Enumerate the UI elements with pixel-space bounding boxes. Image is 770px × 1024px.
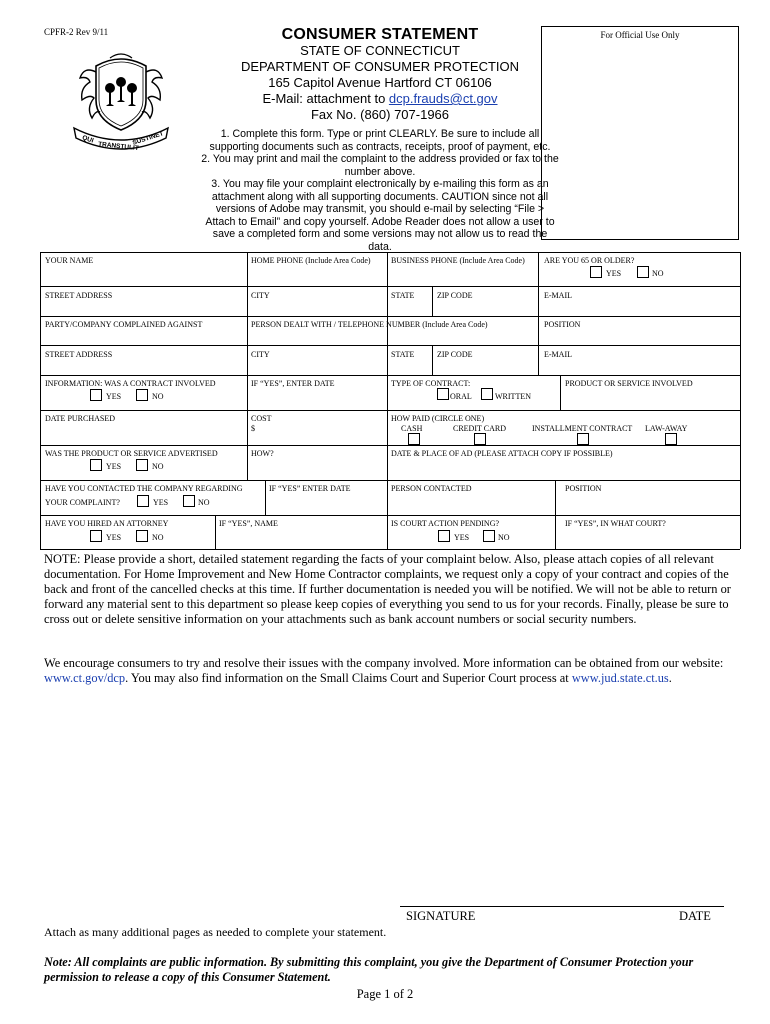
cost-label: COST	[251, 414, 272, 423]
email-link[interactable]: dcp.frauds@ct.gov	[388, 91, 498, 106]
instruction-item: 3. You may file your complaint electronically by e-mailing this form as an attachment along with all supporting documents. CAUTION since not all versions of Adobe may transmit, you should e-mail by selecting “File > Attach to Email” and copy yourself. Adobe Reader does not allow a user to save a completed form and some versions may not allow us to read the data.	[205, 178, 555, 253]
how-paid-label: HOW PAID (CIRCLE ONE)	[391, 414, 485, 423]
pay-installment-checkbox[interactable]	[577, 433, 589, 445]
contract-type-label: TYPE OF CONTRACT:	[391, 379, 471, 388]
email-prefix: E-Mail: attachment to	[262, 91, 389, 106]
state-label: STATE	[391, 291, 415, 300]
company-email-label: E-MAIL	[544, 350, 572, 359]
seal-motto-sustinet: SUSTINET	[131, 130, 165, 147]
court-yes-label: YES	[454, 533, 470, 542]
page-number: Page 1 of 2	[356, 987, 414, 1001]
fax-number: Fax No. (860) 707-1966	[310, 107, 450, 122]
instruction-item: 2. You may print and mail the complaint to the address provided or fax to the number above.	[201, 153, 559, 178]
how-advertised-label: HOW?	[251, 449, 274, 458]
company-zip-label: ZIP CODE	[437, 350, 473, 359]
contract-no-checkbox[interactable]	[136, 389, 148, 401]
department-name: DEPARTMENT OF CONSUMER PROTECTION	[240, 59, 520, 74]
instructions	[200, 128, 560, 253]
pay-credit-card-label: CREDIT CARD	[453, 424, 506, 433]
attorney-no-checkbox[interactable]	[136, 530, 148, 542]
date-purchased-label: DATE PURCHASED	[45, 414, 116, 423]
court-no-checkbox[interactable]	[483, 530, 495, 542]
which-court-label: IF “YES”, IN WHAT COURT?	[565, 519, 666, 528]
contacted-yes-checkbox[interactable]	[137, 495, 149, 507]
product-service-label: PRODUCT OR SERVICE INVOLVED	[565, 379, 693, 388]
pay-cash-checkbox[interactable]	[408, 433, 420, 445]
contract-yes-label: YES	[106, 392, 122, 401]
written-checkbox[interactable]	[481, 388, 493, 400]
person-contacted-label: PERSON CONTACTED	[391, 484, 472, 493]
contacted-no-checkbox[interactable]	[183, 495, 195, 507]
contract-date-label: IF “YES”, ENTER DATE	[251, 379, 335, 388]
advertised-no-label: NO	[152, 462, 164, 471]
attorney-yes-label: YES	[106, 533, 122, 542]
contacted-yes-label: YES	[153, 498, 169, 507]
attorney-label: HAVE YOU HIRED AN ATTORNEY	[45, 519, 169, 528]
your-name-label: YOUR NAME	[45, 256, 94, 265]
advertised-yes-label: YES	[106, 462, 122, 471]
public-info-note: Note: All complaints are public information. By submitting this complaint, you give the Department of Consumer Protection your permission to release a copy of this Consumer Statement.	[44, 955, 694, 984]
age-yes-label: YES	[606, 269, 622, 278]
official-use-box	[541, 26, 739, 240]
company-street-address-label: STREET ADDRESS	[45, 350, 113, 359]
cost-dollar-sign: $	[251, 424, 255, 433]
attach-note: Attach as many additional pages as needed to complete your statement.	[44, 925, 387, 939]
contacted-company-label-2: YOUR COMPLAINT?	[45, 498, 120, 507]
email-label: E-MAIL	[544, 291, 572, 300]
zip-code-label: ZIP CODE	[437, 291, 473, 300]
contract-yes-checkbox[interactable]	[90, 389, 102, 401]
contacted-company-label: HAVE YOU CONTACTED THE COMPANY REGARDING	[45, 484, 243, 493]
pay-credit-card-checkbox[interactable]	[474, 433, 486, 445]
pay-cash-label: CASH	[401, 424, 423, 433]
age-no-checkbox[interactable]	[637, 266, 649, 278]
official-use-label: For Official Use Only	[600, 30, 680, 40]
encourage-text: .	[668, 671, 672, 685]
dcp-website-link[interactable]: www.ct.gov/dcp	[44, 671, 126, 685]
header-block	[200, 27, 560, 123]
advertised-yes-checkbox[interactable]	[90, 459, 102, 471]
contact-position-label: POSITION	[565, 484, 602, 493]
department-address: 165 Capitol Avenue Hartford CT 06106	[268, 75, 492, 90]
complaint-form-grid	[40, 252, 740, 544]
home-phone-label: HOME PHONE (Include Area Code)	[251, 256, 371, 265]
oral-checkbox[interactable]	[437, 388, 449, 400]
attorney-name-label: IF “YES”, NAME	[219, 519, 278, 528]
court-no-label: NO	[498, 533, 510, 542]
advertised-label: WAS THE PRODUCT OR SERVICE ADVERTISED	[45, 449, 218, 458]
business-phone-label: BUSINESS PHONE (Include Area Code)	[391, 256, 525, 265]
signature-line[interactable]	[400, 906, 724, 907]
date-place-ad-label: DATE & PLACE OF AD (PLEASE ATTACH COPY IF POSSIBLE)	[391, 449, 613, 458]
seal-motto-qui: QUI	[81, 134, 95, 145]
pay-installment-label: INSTALLMENT CONTRACT	[532, 424, 633, 433]
note-paragraph: NOTE: Please provide a short, detailed statement regarding the facts of your complaint below. Also, please attach copies of all relevant documentation. For Home Improvement and New Home Contractor complaints, we request only a copy of your contract and copies of the back and front of the cancelled checks at this time. If further documentation is needed you will be notified. We will not be able to return or forward any material sent to this department so please keep copies of everything you send to us for your records. Finally, please be sure to cross out or delete sensitive information on your attachments such as bank account numbers or social security numbers.	[44, 552, 731, 626]
encourage-text: We encourage consumers to try and resolve their issues with the company involved. More information can be obtained from our website:	[44, 656, 724, 670]
company-city-label: CITY	[251, 350, 270, 359]
contacted-no-label: NO	[198, 498, 210, 507]
pay-lawaway-label: LAW-AWAY	[645, 424, 688, 433]
attorney-no-label: NO	[152, 533, 164, 542]
age-yes-checkbox[interactable]	[590, 266, 602, 278]
attorney-yes-checkbox[interactable]	[90, 530, 102, 542]
age-no-label: NO	[652, 269, 664, 278]
date-label: DATE	[679, 909, 711, 923]
advertised-no-checkbox[interactable]	[136, 459, 148, 471]
instruction-item: 1. Complete this form. Type or print CLEARLY. Be sure to include all supporting documents such as contracts, receipts, proof of payment, etc.	[209, 128, 551, 153]
state-name: STATE OF CONNECTICUT	[300, 43, 460, 58]
contract-involved-label: INFORMATION: WAS A CONTRACT INVOLVED	[45, 379, 216, 388]
email-line	[200, 91, 560, 107]
pay-lawaway-checkbox[interactable]	[665, 433, 677, 445]
age-question-label: ARE YOU 65 OR OLDER?	[544, 256, 635, 265]
encourage-text: . You may also find information on the Small Claims Court and Superior Court process at	[125, 671, 572, 685]
oral-label: ORAL	[450, 392, 472, 401]
page-title: CONSUMER STATEMENT	[281, 26, 479, 43]
position-label: POSITION	[544, 320, 581, 329]
company-complained-label: PARTY/COMPANY COMPLAINED AGAINST	[45, 320, 203, 329]
street-address-label: STREET ADDRESS	[45, 291, 113, 300]
encourage-paragraph	[44, 656, 744, 686]
court-yes-checkbox[interactable]	[438, 530, 450, 542]
company-state-label: STATE	[391, 350, 415, 359]
person-dealt-label: PERSON DEALT WITH / TELEPHONE NUMBER (Include Area Code)	[251, 320, 488, 329]
signature-label: SIGNATURE	[406, 909, 476, 923]
jud-website-link[interactable]: www.jud.state.ct.us	[571, 671, 669, 685]
contract-no-label: NO	[152, 392, 164, 401]
written-label: WRITTEN	[495, 392, 531, 401]
court-pending-label: IS COURT ACTION PENDING?	[391, 519, 500, 528]
seal-motto-transtulit: TRANSTULIT	[97, 140, 140, 153]
form-code: CPFR-2 Rev 9/11	[44, 27, 109, 37]
contact-date-label: IF “YES” ENTER DATE	[269, 484, 351, 493]
city-label: CITY	[251, 291, 270, 300]
